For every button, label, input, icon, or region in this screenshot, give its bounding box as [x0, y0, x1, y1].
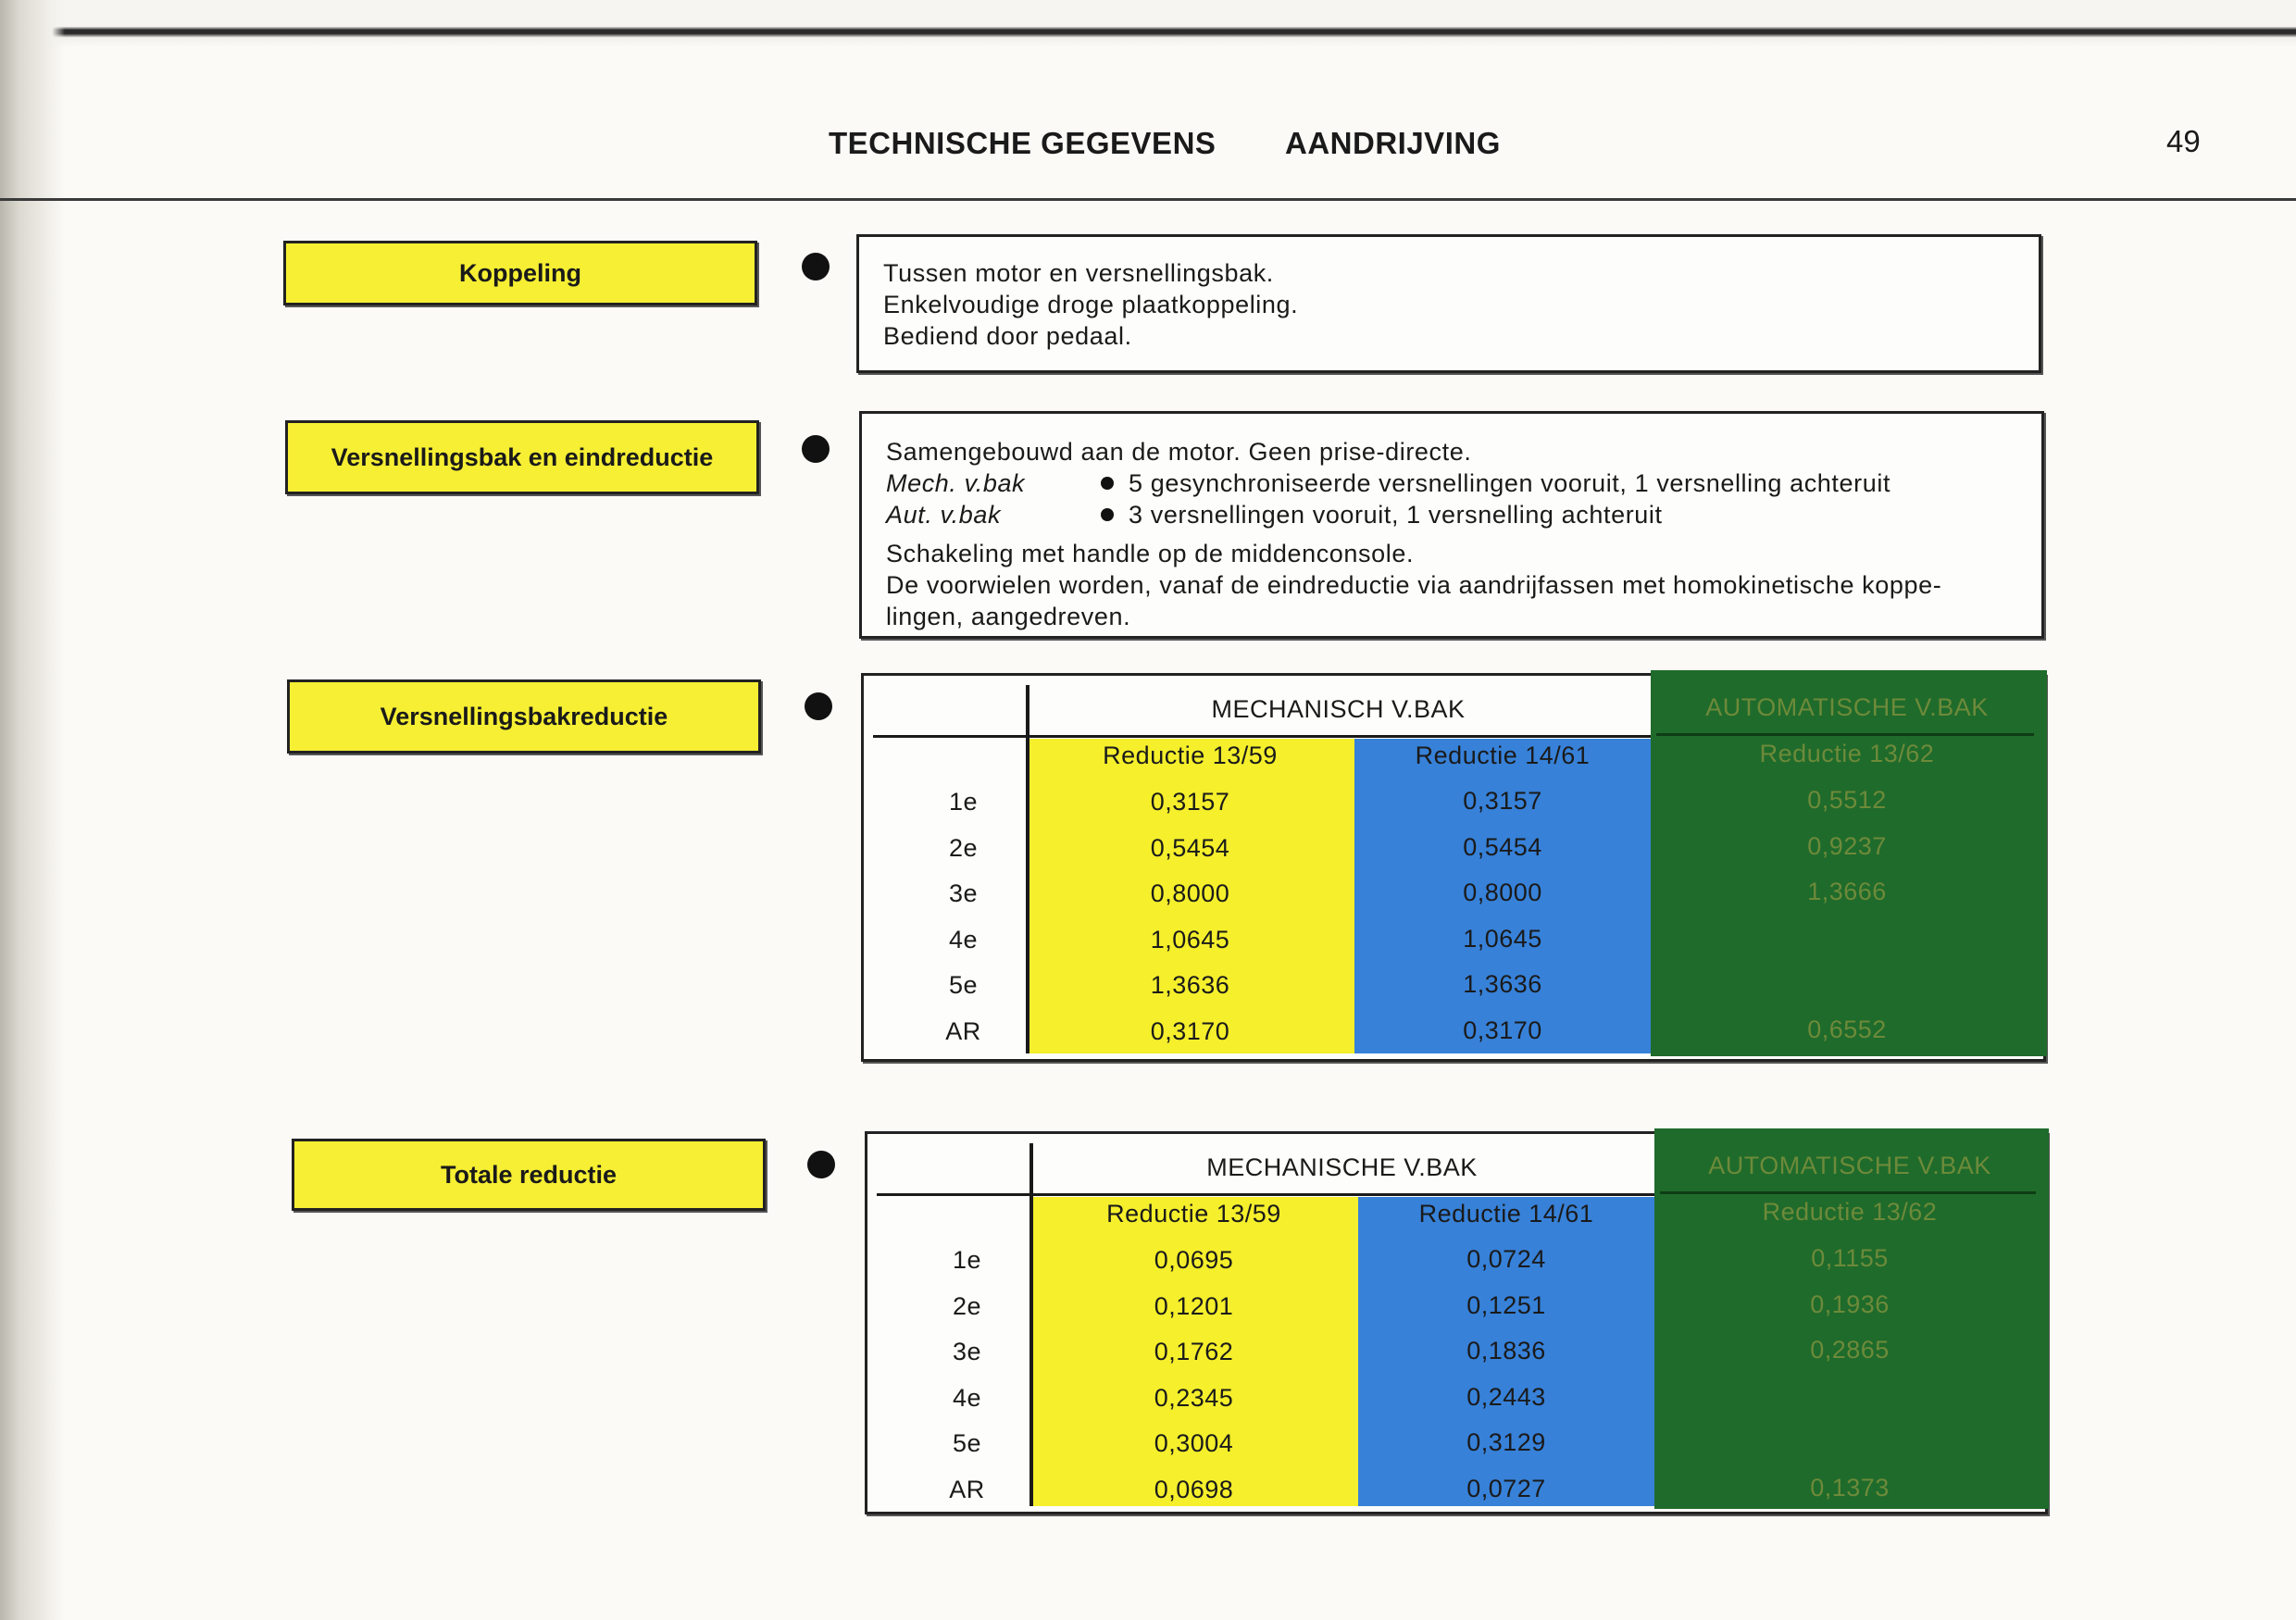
table-row-gear: 4e — [948, 925, 979, 953]
koppeling-line-1: Tussen motor en versnellingsbak. — [883, 259, 1274, 287]
header-subsection-title: AANDRIJVING — [1285, 126, 1501, 160]
header-section-title: TECHNISCHE GEGEVENS — [829, 126, 1217, 160]
table-cell-mech-14-61: 0,3157 — [1463, 787, 1542, 815]
table-mech-header: MECHANISCHE V.BAK — [1206, 1153, 1478, 1181]
table-cell-aut-13-62: 0,5512 — [1807, 786, 1887, 814]
table-cell-mech-13-59: 0,8000 — [1150, 879, 1230, 907]
table-cell-mech-14-61: 0,2443 — [1466, 1382, 1546, 1411]
table-cell-mech-14-61: 0,5454 — [1463, 832, 1542, 861]
column-header-reductie-13-59: Reductie 13/59 — [1103, 741, 1278, 769]
table-cell-aut-13-62: 0,1155 — [1811, 1244, 1889, 1272]
table-mech-header: MECHANISCH V.BAK — [1211, 695, 1466, 723]
table-cell-mech-14-61: 1,3636 — [1463, 970, 1542, 998]
table-cell-mech-13-59: 1,3636 — [1150, 971, 1230, 999]
bullet-versnellingsbak — [802, 435, 830, 463]
versnellingsbak-drive-line-1: De voorwielen worden, vanaf de eindreductie via aandrijfassen met homokinetische koppe- — [886, 571, 1942, 599]
table-cell-mech-14-61: 0,0724 — [1466, 1245, 1546, 1273]
table-divider-horizontal — [873, 735, 1651, 738]
table-cell-mech-13-59: 0,1762 — [1154, 1338, 1234, 1365]
table-cell-mech-14-61: 0,0727 — [1466, 1474, 1546, 1502]
header-rule — [0, 198, 2296, 201]
bullet-dot-icon — [1101, 508, 1114, 521]
table-cell-mech-14-61: 0,3129 — [1466, 1428, 1546, 1456]
bullet-koppeling — [802, 253, 830, 280]
table-cell-mech-14-61: 0,1836 — [1466, 1337, 1546, 1365]
page-top-edge — [0, 0, 2296, 48]
table-cell-mech-13-59: 0,3170 — [1150, 1016, 1230, 1045]
aut-vbak-label: Aut. v.bak — [886, 501, 1002, 529]
table-cell-aut-13-62: 1,3666 — [1807, 878, 1887, 905]
table-row-gear: 2e — [952, 1291, 982, 1320]
table-cell-mech-14-61: 0,8000 — [1463, 879, 1542, 906]
table-cell-mech-13-59: 0,3157 — [1150, 788, 1230, 816]
column-header-reductie-13-62: Reductie 13/62 — [1762, 1198, 1938, 1226]
table-row-gear: AR — [949, 1475, 985, 1503]
versnellingsbak-intro: Samengebouwd aan de motor. Geen prise-directe. — [886, 438, 1472, 466]
table-row-gear: 2e — [948, 833, 979, 862]
table-divider-horizontal-green — [1660, 1191, 2036, 1194]
bullet-dot-icon — [1101, 477, 1114, 490]
table-cell-mech-14-61: 1,0645 — [1463, 924, 1542, 953]
table-cell-mech-13-59: 0,0695 — [1154, 1246, 1234, 1274]
label-versnellingsbakreductie: Versnellingsbakreductie — [287, 679, 761, 754]
label-versnellingsbak: Versnellingsbak en eindreductie — [285, 420, 759, 494]
table-row-gear: 3e — [948, 879, 979, 907]
bullet-totale-reductie — [807, 1151, 835, 1178]
koppeling-line-2: Enkelvoudige droge plaatkoppeling. — [883, 291, 1299, 318]
table-row-gear: 1e — [948, 788, 979, 816]
versnellingsbak-shift-line: Schakeling met handle op de middenconsole. — [886, 540, 1415, 567]
table-cell-aut-13-62: 0,2865 — [1810, 1336, 1890, 1364]
table-cell-mech-14-61: 0,1251 — [1466, 1290, 1546, 1319]
table-row-gear: 1e — [952, 1246, 982, 1274]
table-versnellingsbakreductie — [861, 673, 2046, 1062]
table-cell-aut-13-62: 0,1373 — [1810, 1473, 1890, 1502]
aut-vbak-row — [886, 499, 2041, 530]
versnellingsbak-text-box — [859, 411, 2044, 639]
binding-shadow — [0, 0, 65, 1620]
aut-vbak-text: 3 versnellingen vooruit, 1 versnelling achteruit — [1129, 501, 1663, 529]
table-cell-mech-13-59: 0,5454 — [1150, 833, 1230, 862]
label-totale-reductie: Totale reductie — [292, 1139, 766, 1211]
table-cell-mech-14-61: 0,3170 — [1463, 1016, 1542, 1044]
mech-vbak-text: 5 gesynchroniseerde versnellingen vooruit, 1 versnelling achteruit — [1129, 469, 1891, 497]
mech-vbak-row — [886, 467, 2041, 499]
table-divider-horizontal-green — [1656, 733, 2034, 736]
table-aut-header: AUTOMATISCHE V.BAK — [1708, 1152, 1991, 1179]
table-cell-mech-13-59: 0,2345 — [1154, 1383, 1234, 1412]
koppeling-line-3: Bediend door pedaal. — [883, 322, 1132, 350]
table-row-gear: 5e — [948, 971, 979, 999]
table-divider-horizontal — [877, 1193, 1654, 1196]
page-number: 49 — [2166, 124, 2201, 158]
table-cell-mech-13-59: 1,0645 — [1150, 925, 1230, 953]
table-row-gear: 5e — [952, 1429, 982, 1457]
mech-vbak-label: Mech. v.bak — [886, 469, 1026, 497]
column-automatische — [1651, 670, 2047, 1056]
table-aut-header: AUTOMATISCHE V.BAK — [1705, 693, 1989, 721]
table-cell-mech-13-59: 0,1201 — [1154, 1291, 1234, 1320]
table-cell-aut-13-62: 0,9237 — [1807, 831, 1887, 860]
table-cell-aut-13-62: 0,6552 — [1807, 1015, 1887, 1043]
table-totale-reductie — [865, 1131, 2048, 1514]
column-automatische — [1654, 1128, 2049, 1509]
bullet-versnellingsbakreductie — [805, 692, 832, 720]
table-cell-mech-13-59: 0,0698 — [1154, 1475, 1234, 1503]
label-koppeling: Koppeling — [283, 241, 757, 305]
koppeling-text-box — [856, 234, 2041, 373]
table-row-gear: AR — [945, 1016, 981, 1045]
table-cell-aut-13-62: 0,1936 — [1810, 1290, 1890, 1318]
table-row-gear: 3e — [952, 1338, 982, 1365]
column-header-reductie-14-61: Reductie 14/61 — [1418, 1200, 1594, 1227]
table-cell-mech-13-59: 0,3004 — [1154, 1429, 1234, 1457]
column-header-reductie-13-62: Reductie 13/62 — [1759, 740, 1935, 767]
versnellingsbak-drive-line-2: lingen, aangedreven. — [886, 603, 1131, 630]
column-header-reductie-13-59: Reductie 13/59 — [1106, 1200, 1281, 1227]
table-row-gear: 4e — [952, 1383, 982, 1412]
column-header-reductie-14-61: Reductie 14/61 — [1415, 741, 1591, 769]
